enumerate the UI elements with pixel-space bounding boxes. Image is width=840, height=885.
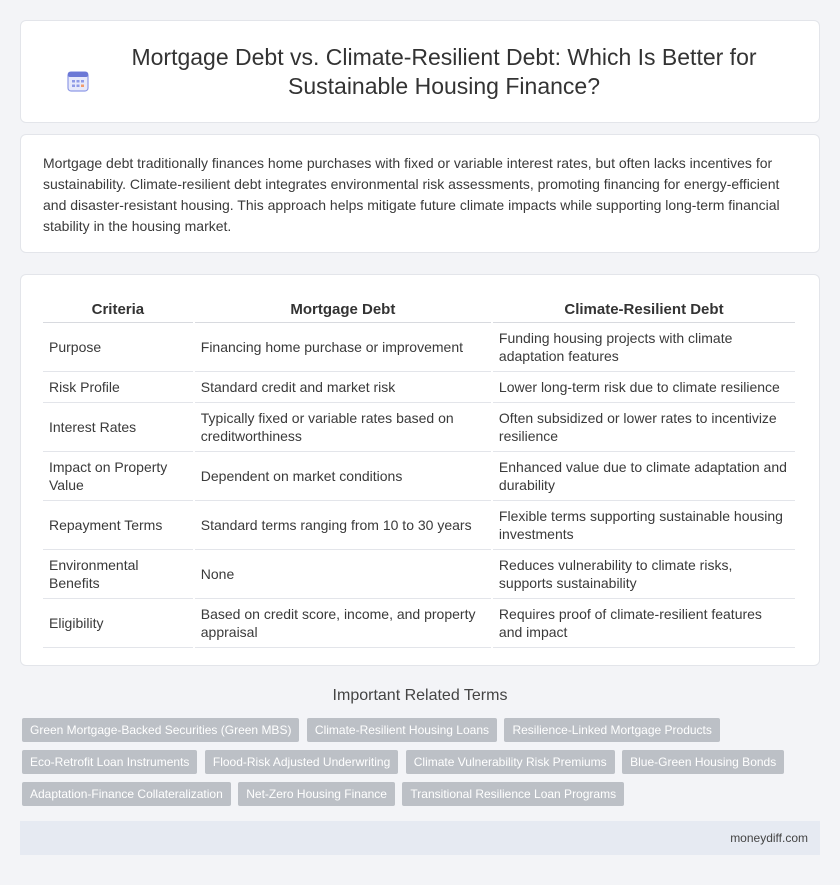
comparison-table [41, 293, 797, 648]
calendar-icon [66, 69, 90, 93]
related-term-tag[interactable]: Net-Zero Housing Finance [238, 782, 395, 806]
page-title: Mortgage Debt vs. Climate-Resilient Debt: Which Is Better for Sustainable Housing Finance? [131, 43, 757, 99]
criteria-cell: Impact on Property Value [43, 452, 193, 501]
criteria-cell: Repayment Terms [43, 501, 193, 550]
related-term-tag[interactable]: Green Mortgage-Backed Securities (Green MBS) [22, 718, 299, 742]
intro-paragraph: Mortgage debt traditionally finances home purchases with fixed or variable interest rates, but often lacks incentives for sustainability. Climate-resilient debt integrates environmental risk assessments, promoting financing for energy-efficient and disaster-resistant housing. This approach helps mitigate future climate impacts while supporting long-term financial stability in the housing market. [43, 155, 780, 234]
header-climate-resilient-debt: Climate-Resilient Debt [493, 293, 795, 323]
table-row [43, 452, 795, 501]
related-term-tag[interactable]: Flood-Risk Adjusted Underwriting [205, 750, 398, 774]
footer-site-link[interactable]: moneydiff.com [730, 831, 808, 845]
related-term-tag[interactable]: Resilience-Linked Mortgage Products [504, 718, 719, 742]
related-term-tag[interactable]: Blue-Green Housing Bonds [622, 750, 784, 774]
mortgage-cell: Financing home purchase or improvement [195, 323, 491, 372]
related-term-tag[interactable]: Climate Vulnerability Risk Premiums [406, 750, 615, 774]
criteria-cell: Purpose [43, 323, 193, 372]
header-mortgage-debt: Mortgage Debt [195, 293, 491, 323]
mortgage-cell: Dependent on market conditions [195, 452, 491, 501]
climate-cell: Funding housing projects with climate adaptation features [493, 323, 795, 372]
intro-card [20, 134, 820, 253]
climate-cell: Flexible terms supporting sustainable housing investments [493, 501, 795, 550]
footer [20, 821, 820, 855]
climate-cell: Enhanced value due to climate adaptation and durability [493, 452, 795, 501]
criteria-cell: Interest Rates [43, 403, 193, 452]
mortgage-cell: None [195, 550, 491, 599]
header-criteria: Criteria [43, 293, 193, 323]
table-header-row [43, 293, 795, 323]
comparison-card [20, 274, 820, 666]
related-terms-title: Important Related Terms [332, 687, 508, 704]
mortgage-cell: Based on credit score, income, and property appraisal [195, 599, 491, 648]
related-term-tag[interactable]: Transitional Resilience Loan Programs [402, 782, 624, 806]
climate-cell: Requires proof of climate-resilient features and impact [493, 599, 795, 648]
title-wrap [66, 43, 774, 101]
mortgage-cell: Typically fixed or variable rates based on creditworthiness [195, 403, 491, 452]
table-row [43, 372, 795, 403]
table-row [43, 403, 795, 452]
table-row [43, 323, 795, 372]
related-terms-list [22, 718, 818, 814]
climate-cell: Often subsidized or lower rates to incentivize resilience [493, 403, 795, 452]
criteria-cell: Eligibility [43, 599, 193, 648]
table-row [43, 599, 795, 648]
related-term-tag[interactable]: Climate-Resilient Housing Loans [307, 718, 497, 742]
mortgage-cell: Standard credit and market risk [195, 372, 491, 403]
related-term-tag[interactable]: Eco-Retrofit Loan Instruments [22, 750, 197, 774]
table-row [43, 550, 795, 599]
mortgage-cell: Standard terms ranging from 10 to 30 years [195, 501, 491, 550]
table-row [43, 501, 795, 550]
criteria-cell: Environmental Benefits [43, 550, 193, 599]
climate-cell: Lower long-term risk due to climate resilience [493, 372, 795, 403]
related-term-tag[interactable]: Adaptation-Finance Collateralization [22, 782, 231, 806]
criteria-cell: Risk Profile [43, 372, 193, 403]
title-card [20, 20, 820, 123]
climate-cell: Reduces vulnerability to climate risks, supports sustainability [493, 550, 795, 599]
